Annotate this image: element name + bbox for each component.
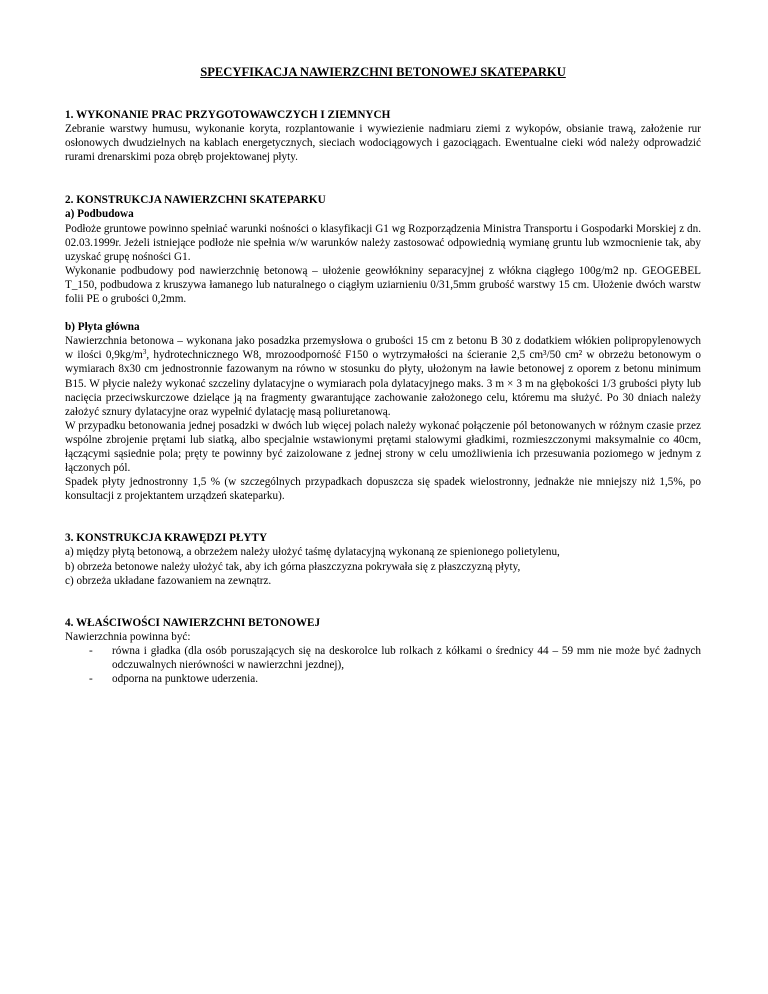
- superscript: 3: [142, 348, 147, 357]
- document-page: [65, 64, 701, 714]
- section-3: [65, 531, 701, 587]
- paragraph: [65, 334, 701, 419]
- list-line: b) obrzeża betonowe należy ułożyć tak, aby ich górna płaszczyzna pokrywała się z płaszczyzną płyty,: [65, 560, 521, 573]
- section-intro: Nawierzchnia powinna być:: [65, 630, 191, 643]
- subsection-heading: b) Płyta główna: [65, 321, 140, 334]
- document-title: SPECYFIKACJA NAWIERZCHNI BETONOWEJ SKATEPARKU: [200, 65, 566, 79]
- section-4: [65, 616, 701, 686]
- section-text: Zebranie warstwy humusu, wykonanie koryta, rozplantowanie i wywiezienie nadmiaru ziemi z wykopów, obsianie trawą, założenie rur osłonowych dwudzielnych na kablach energetycznych, sieciach wodociągowych i gazociągach. Ewentualne cieki wód należy odprowadzić rurami drenarskimi poza obręb projektowanej płyty.: [65, 123, 701, 164]
- list-item: [65, 672, 701, 686]
- paragraph: Wykonanie podbudowy pod nawierzchnię betonową – ułożenie geowłókniny separacyjnej z włókna ciągłego 100g/m2 np. GEOGEBEL T_150, podbudowa z kruszywa łamanego lub naturalnego o ciągłym uziarnieniu 0/31,5mm grubość warstwy 15 cm. Ułożenie dwóch warstw folii PE o grubości 0,2mm.: [65, 264, 701, 306]
- paragraph: Spadek płyty jednostronny 1,5 % (w szczególnych przypadkach dopuszcza się spadek wielostronny, jednakże nie mniejszy niż 1,5%, po konsultacji z projektantem urządzeń skateparku).: [65, 476, 701, 503]
- list-line: c) obrzeża układane fazowaniem na zewnątrz.: [65, 574, 272, 587]
- list-item-text: odporna na punktowe uderzenia.: [112, 673, 259, 686]
- section-heading: 1. WYKONANIE PRAC PRZYGOTOWAWCZYCH I ZIEMNYCH: [65, 109, 391, 121]
- dash-bullet: -: [89, 644, 93, 657]
- section-heading: 3. KONSTRUKCJA KRAWĘDZI PŁYTY: [65, 532, 268, 545]
- text-run: , hydrotechnicznego W8, mrozoodporność F150 o wytrzymałości na ścieranie 2,5 cm³/50 cm² w obrzeżu betonowym o wymiarach 8x30 cm jednostronnie fazowanym na równo w stosunku do płyty, ułożonym na ławie betonowej z oporem z betonu minimum B15. W płycie należy wykonać szczeliny dylatacyjne o wymiarach pola dylatacyjnego maks. 3 m × 3 m na głębokości 1/3 grubości płyty lub nacięcia przeciwskurczowe dzielące ją na fragmenty gwarantujące zachowanie założonego celu, któremu ma służyć. Po 30 dniach należy założyć sznury dylatacyjne oraz wypełnić dylatację masą poliuretanową.: [65, 349, 701, 418]
- section-heading: 2. KONSTRUKCJA NAWIERZCHNI SKATEPARKU: [65, 194, 326, 207]
- list-item: [65, 644, 701, 672]
- section-heading: 4. WŁAŚCIWOŚCI NAWIERZCHNI BETONOWEJ: [65, 616, 321, 629]
- subsection-heading: a) Podbudowa: [65, 208, 134, 221]
- list-item-text: równa i gładka (dla osób poruszających się na deskorolce lub rolkach z kółkami o średnicy 44 – 59 mm nie może być żadnych odczuwalnych nierówności w nawierzchni jezdnej),: [112, 644, 701, 671]
- subsection-podbudowa: [65, 207, 701, 306]
- dash-bullet: -: [89, 673, 93, 686]
- subsection-plyta-glowna: [65, 320, 701, 503]
- section-1: [65, 108, 701, 164]
- text-run: Nawierzchnia betonowa – wykonana jako posadzka przemysłowa o grubości 15 cm z betonu B 30 z dodatkiem włókien polipropylenowych w ilości 0,9kg/m: [65, 335, 701, 362]
- list-line: a) między płytą betonową, a obrzeżem należy ułożyć taśmę dylatacyjną wykonaną ze spienionego polietylenu,: [65, 546, 560, 559]
- paragraph: W przypadku betonowania jednej posadzki w dwóch lub więcej polach należy wykonać połączenie pól betonowanych w różnym czasie przez wspólne zbrojenie prętami lub siatką, albo specjalnie wstawionymi prętami stalowymi gładkimi, rozmieszczonymi maksymalnie co 40cm, łączącymi sąsiednie pola; pręty te powinny być zaizolowane z jednej strony w celu umożliwienia ich przesuwania poziomego w jednym z łączonych pól.: [65, 419, 701, 475]
- dash-list: [65, 644, 701, 686]
- paragraph: Podłoże gruntowe powinno spełniać warunki nośności o klasyfikacji G1 wg Rozporządzenia Ministra Transportu i Gospodarki Morskiej z dn. 02.03.1999r. Jeżeli istniejące podłoże nie spełnia w/w warunków należy zastosować odpowiednią wymianę gruntu lub wzmocnienie tak, aby uzyskać grupę nośności G1.: [65, 222, 701, 263]
- section-2: [65, 193, 701, 503]
